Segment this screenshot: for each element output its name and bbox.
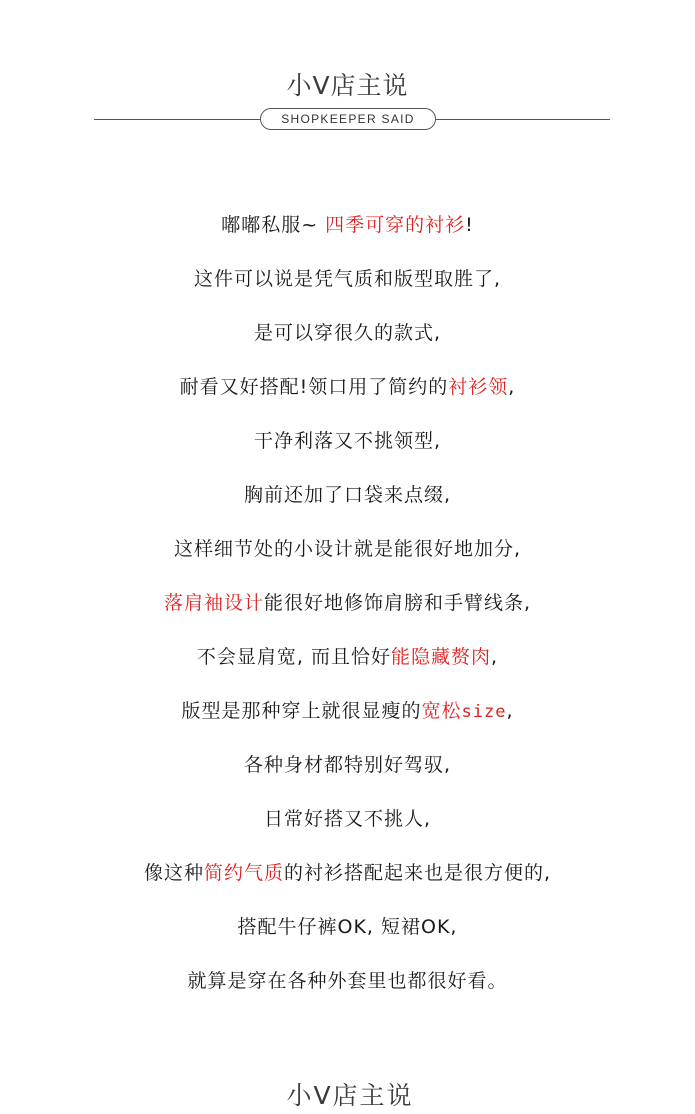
highlighted-text: size (461, 702, 507, 722)
next-section-title: 小V店主说 (286, 1081, 414, 1110)
text-segment: 能很好地修饰肩膀和手臂线条, (263, 592, 532, 614)
highlighted-text: 宽松 (421, 700, 462, 722)
divider-right (436, 119, 610, 120)
text-segment: 这件可以说是凭气质和版型取胜了, (193, 268, 502, 290)
text-segment: 各种身材都特别好驾驭, (243, 754, 452, 776)
text-line (0, 581, 695, 635)
text-segment: 搭配牛仔裤OK, 短裙OK, (237, 916, 458, 938)
text-segment: , (491, 646, 499, 668)
highlighted-text: 衬衫领 (448, 376, 509, 398)
text-segment: 像这种 (143, 862, 204, 884)
text-line (0, 365, 695, 419)
next-section-title-cropped (280, 1078, 420, 1110)
text-segment: 这样细节处的小设计就是能很好地加分, (173, 538, 522, 560)
section-header (0, 0, 695, 140)
text-line (0, 257, 695, 311)
text-segment: 日常好搭又不挑人, (263, 808, 432, 830)
text-line (0, 635, 695, 689)
text-segment: 胸前还加了口袋来点缀, (243, 484, 452, 506)
section-subtitle-pill: SHOPKEEPER SAID (260, 108, 436, 130)
text-segment: 不会显肩宽, 而且恰好 (196, 646, 392, 668)
highlighted-text: 落肩袖设计 (163, 592, 264, 614)
text-segment: 版型是那种穿上就很显瘦的 (181, 700, 422, 722)
divider-left (94, 119, 260, 120)
text-line (0, 689, 695, 743)
text-segment: 是可以穿很久的款式, (253, 322, 442, 344)
text-segment: 嘟嘟私服~ (221, 214, 326, 236)
description-text (0, 203, 695, 1013)
text-line (0, 419, 695, 473)
text-line (0, 797, 695, 851)
text-segment: 耐看又好搭配!领口用了简约的 (179, 376, 449, 398)
text-segment: 就算是穿在各种外套里也都很好看。 (187, 970, 508, 992)
text-line (0, 203, 695, 257)
text-segment: , (508, 376, 516, 398)
highlighted-text: 四季可穿的衬衫 (325, 214, 466, 236)
text-line (0, 851, 695, 905)
text-segment: ! (465, 214, 474, 236)
text-line (0, 743, 695, 797)
text-segment: 干净利落又不挑领型, (253, 430, 442, 452)
text-segment: 的衬衫搭配起来也是很方便的, (283, 862, 552, 884)
highlighted-text: 能隐藏赘肉 (391, 646, 492, 668)
text-line (0, 905, 695, 959)
highlighted-text: 简约气质 (203, 862, 284, 884)
text-line (0, 311, 695, 365)
text-segment: , (506, 700, 514, 722)
section-title: 小V店主说 (286, 71, 409, 100)
text-line (0, 959, 695, 1013)
text-line (0, 473, 695, 527)
text-line (0, 527, 695, 581)
